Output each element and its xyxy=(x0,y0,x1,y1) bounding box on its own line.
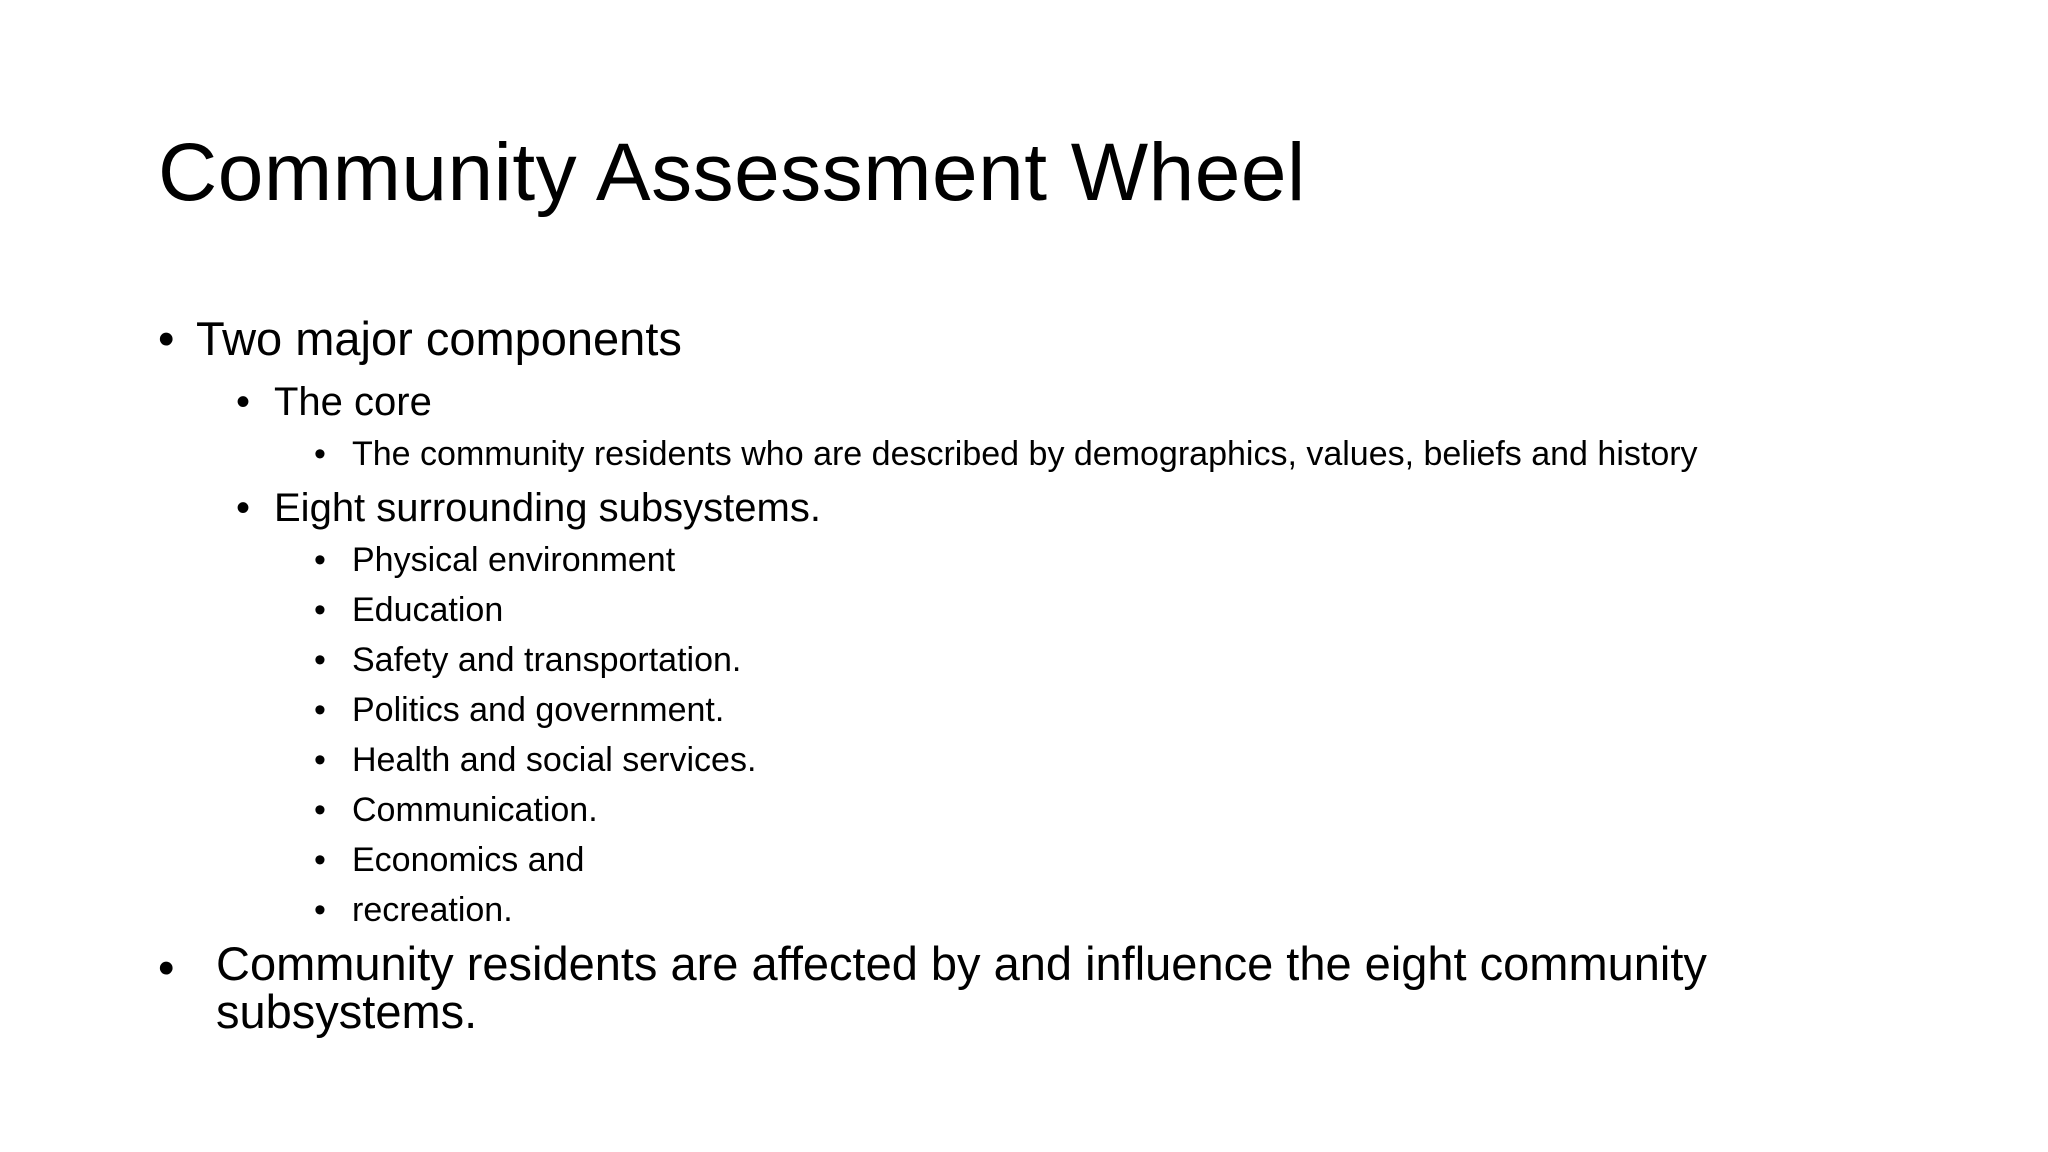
bullet-icon: • xyxy=(314,791,326,829)
subsystem-item: Politics and government. xyxy=(352,691,725,729)
subsystem-item: Education xyxy=(352,591,504,629)
bullet-core-description: The community residents who are described by demographics, values, beliefs and history xyxy=(352,435,1698,473)
bullet-icon: • xyxy=(158,941,175,994)
bullet-icon: • xyxy=(314,641,326,679)
bullet-icon: • xyxy=(314,435,326,473)
bullet-the-core: The core xyxy=(274,380,432,424)
subsystem-item: Safety and transportation. xyxy=(352,641,742,679)
bullet-icon: • xyxy=(314,741,326,779)
bullet-two-major-components: Two major components xyxy=(196,312,682,365)
subsystem-item: Physical environment xyxy=(352,541,676,579)
bullet-icon: • xyxy=(314,541,326,579)
bullet-icon: • xyxy=(314,691,326,729)
subsystem-item: Health and social services. xyxy=(352,741,757,779)
slide-title: Community Assessment Wheel xyxy=(158,127,1306,218)
bullet-icon: • xyxy=(314,591,326,629)
bullet-icon: • xyxy=(314,891,326,929)
bullet-icon: • xyxy=(236,380,251,424)
bullet-icon: • xyxy=(314,841,326,879)
subsystem-item: Communication. xyxy=(352,791,598,829)
subsystem-item: recreation. xyxy=(352,891,513,929)
bullet-icon: • xyxy=(158,312,175,365)
bullet-community-residents: Community residents are affected by and influence the eight community subsystems. xyxy=(216,937,1707,1038)
bullet-eight-subsystems: Eight surrounding subsystems. xyxy=(274,486,821,530)
bullet-icon: • xyxy=(236,486,251,530)
subsystem-item: Economics and xyxy=(352,841,585,879)
